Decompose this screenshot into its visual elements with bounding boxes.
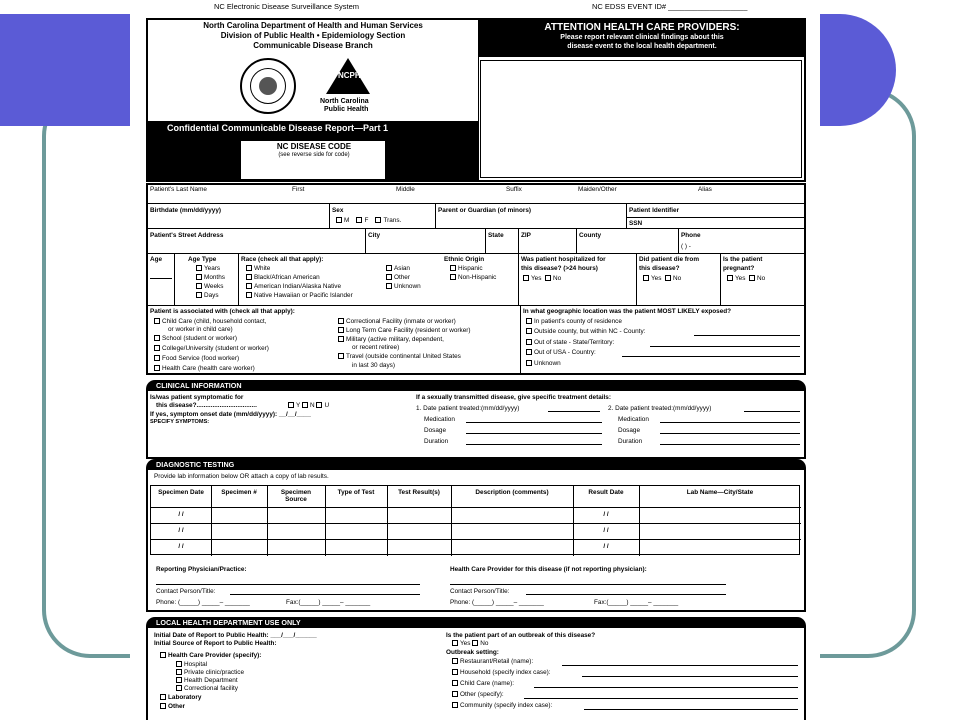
ethnic-non-hispanic: Non-Hispanic: [458, 274, 497, 281]
assoc-military: Military (active military, dependent,: [346, 336, 444, 343]
col-lab-name: Lab Name—City/State: [686, 489, 754, 496]
row2-result-date[interactable]: / /: [603, 527, 609, 534]
setting-other: Other (specify):: [460, 691, 504, 698]
outbreak-question: Is the patient part of an outbreak of this disease?: [446, 632, 596, 639]
source-hospital: Hospital: [184, 661, 208, 668]
hospitalized-q1: Was patient hospitalized for: [521, 256, 606, 263]
col-specimen-date: Specimen Date: [158, 489, 204, 496]
pregnant-q1: Is the patient: [723, 256, 763, 263]
zip-label: ZIP: [521, 232, 531, 239]
last-name-label: Patient's Last Name: [150, 186, 207, 193]
source-private-clinic: Private clinic/practice: [184, 669, 245, 676]
clinical-header: CLINICAL INFORMATION: [146, 380, 806, 391]
assoc-food-service: Food Service (food worker): [162, 355, 240, 362]
geo-out-of-state: Out of state - State/Territory:: [534, 339, 615, 346]
lab-note: Provide lab information below OR attach a copy of lab results.: [154, 473, 329, 480]
assoc-college: College/University (student or worker): [162, 345, 269, 352]
std-treatment-title: If a sexually transmitted disease, give specific treatment details:: [416, 394, 611, 401]
setting-household: Household (specify index case):: [460, 669, 551, 676]
row3-result-date[interactable]: / /: [603, 543, 609, 550]
age-type-years: Years: [204, 265, 221, 272]
geo-out-of-usa: Out of USA - Country:: [534, 349, 596, 356]
assoc-school: School (student or worker): [162, 335, 237, 342]
geo-unknown: Unknown: [534, 360, 561, 367]
assoc-health-care: Health Care (health care worker): [162, 365, 255, 372]
symptomatic-q1: Is/was patient symptomatic for: [150, 394, 244, 401]
agency-line3: Communicable Disease Branch: [253, 41, 373, 50]
disease-report-form: NC Electronic Disease Surveillance System NC EDSS EVENT ID# ___________________ North Carolina Department of Health and Human Services Division of Public Health • Epidemiology Section Communicable Disease Branch NCPH North Carolina Public Health Confidential Communicable Disease Report—Part 1 NC DISEASE CODE (see reverse side for code) ATTENTION HEALTH CARE PROVIDERS: Please report relevant clinical findings about this disease event to the local health department. Patient's Last Name First Middle Suffix Maiden/Other Alias Birthdate (mm/dd/yyyy) Sex M F Trans. Parent or Guardian (of minors) Patient Identifier SSN Patient's Street Address City State ZIP County Phone ( ) - Age Age Type Years Months Weeks Days Race (check all that apply): White Black/African American American Indian/Alaska Native Native Hawaiian or Pacific Islander Asian Other Unknown Ethnic Origin Hispanic Non-Hispanic Was patient hospitalized for this disease? (>24 hours) Yes No Did patient die from this disease? Yes No Is the patient pregnant? Yes No Patient is associated with (check all that apply): Child Care (child, household contact, or worker in child care) School (student or worker) College/University (student or worker) Food Service (food worker) Health Care (health care worker) Correctional Facility (inmate or worker) Long Term Care Facility (resident or worker) Military (active military, dependent, or recent retiree) Travel (outside continental United States in last 30 days) In what geographic location was the patient MOST LIKELY exposed? In patient's county of residence Outside county, but within NC - County: Out of state - State/Territory: Out of USA - Country: Unknown CLINICAL INFORMATION Is/was patient symptomatic for this disease?.................................. Y N U If yes, symptom onset date (mm/dd/yyyy): __/__/____ SPECIFY SYMPTOMS: If a sexually transmitted disease, give specific treatment details: 1. Date patient treated:(mm/dd/yyyy) 2. Date patient treated:(mm/dd/yyyy) Medication Dosage Duration Medication Dosage Duration DIAGNOSTIC TESTING Provide lab information below OR attach a copy of lab results. Specimen Date Specimen # Specimen Source Type of Test Test Result(s) Description (comments) Result Date Lab Name—City/State / / / / / / / / / / / / Reporting Physician/Practice: Contact Person/Title: Phone: (_____) _____– _______ Fax:(_____) _____– _______ Health Care Provider for this disease (if not reporting physician): Contact Person/Title: Phone: (_____) _____– _______ Fax:(_____) _____– _______ LOCAL HEALTH DEPARTMENT USE ONLY Initial Date of Report to Public Health: ___/___/______ Initial Source of Report to Public Health: Health Care Provider (specify): Hospital Private clinic/practice Health Department Correctional facility Laboratory Other Is the patient part of an outbreak of this disease? Yes No Outbreak setting: Restaurant/Retail (name): Household (specify index case): Child Care (name): Other (specify): Community (specify index case):: [130, 0, 820, 720]
race-black: Black/African American: [254, 274, 320, 281]
assoc-travel: Travel (outside continental United States: [346, 353, 461, 360]
attention-line2: disease event to the local health department.: [567, 43, 717, 50]
attention-title: ATTENTION HEALTH CARE PROVIDERS:: [544, 22, 740, 33]
ethnic-label: Ethnic Origin: [444, 256, 485, 263]
hospitalized-q2: this disease? (>24 hours): [521, 265, 598, 272]
onset-date-label: If yes, symptom onset date (mm/dd/yyyy): __/__/____: [150, 411, 311, 418]
source-laboratory: Laboratory: [168, 694, 202, 701]
edss-event-id: NC EDSS EVENT ID# ___________________: [592, 2, 748, 11]
provider-fax: Fax:(_____) _____– _______: [594, 599, 679, 606]
patient-identifier-label: Patient Identifier: [629, 207, 680, 214]
died-options[interactable]: Yes No: [643, 275, 681, 282]
disease-code-title: NC DISEASE CODE: [276, 142, 352, 151]
middle-name-label: Middle: [396, 186, 415, 193]
age-type-weeks: Weeks: [204, 283, 224, 290]
row1-result-date[interactable]: / /: [603, 511, 609, 518]
std2-duration: Duration: [618, 438, 643, 445]
std-date1-label: 1. Date patient treated:(mm/dd/yyyy): [416, 405, 520, 412]
state-seal-logo: [240, 58, 296, 114]
race-asian: Asian: [394, 265, 410, 272]
birthdate-label: Birthdate (mm/dd/yyyy): [150, 207, 222, 214]
ncph-logo: NCPH North Carolina Public Health: [320, 56, 380, 118]
provider-phone: Phone: (_____) _____– _______: [450, 599, 544, 606]
source-health-department: Health Department: [184, 677, 238, 684]
died-q1: Did patient die from: [639, 256, 700, 263]
lab-table: [150, 485, 800, 555]
race-unknown: Unknown: [394, 283, 421, 290]
edss-header-left: NC Electronic Disease Surveillance System: [214, 2, 360, 11]
assoc-correctional: Correctional Facility (inmate or worker): [346, 318, 456, 325]
diagnostic-header: DIAGNOSTIC TESTING: [146, 459, 806, 470]
lhd-header: LOCAL HEALTH DEPARTMENT USE ONLY: [146, 617, 806, 628]
std2-medication: Medication: [618, 416, 649, 423]
setting-community: Community (specify index case):: [460, 702, 553, 709]
age-label: Age: [150, 256, 163, 263]
initial-source-label: Initial Source of Report to Public Health:: [154, 640, 277, 647]
reporting-physician-label: Reporting Physician/Practice:: [156, 566, 247, 573]
outbreak-options[interactable]: Yes No: [452, 640, 488, 647]
sex-label: Sex: [332, 207, 344, 214]
source-correctional: Correctional facility: [184, 685, 238, 692]
ethnic-hispanic: Hispanic: [458, 265, 483, 272]
race-other: Other: [394, 274, 410, 281]
assoc-long-term-care: Long Term Care Facility (resident or worker): [346, 327, 471, 334]
clinical-findings-box[interactable]: [480, 60, 802, 178]
row1-specimen-date[interactable]: / /: [178, 511, 184, 518]
agency-line2: Division of Public Health • Epidemiology Section: [220, 31, 406, 40]
disease-code-sub: (see reverse side for code): [278, 152, 350, 158]
col-result-date: Result Date: [588, 489, 624, 496]
city-label: City: [368, 232, 381, 239]
clinical-section: [146, 381, 806, 459]
specify-symptoms-label: SPECIFY SYMPTOMS:: [150, 419, 210, 425]
ssn-label: SSN: [629, 220, 643, 227]
col-test-results: Test Result(s): [398, 489, 440, 496]
source-other: Other: [168, 703, 186, 710]
pregnant-options[interactable]: Yes No: [727, 275, 765, 282]
street-label: Patient's Street Address: [150, 232, 224, 239]
std1-duration: Duration: [424, 438, 449, 445]
outbreak-setting-label: Outbreak setting:: [446, 649, 499, 656]
race-label: Race (check all that apply):: [241, 256, 324, 263]
row2-specimen-date[interactable]: / /: [178, 527, 184, 534]
sex-options[interactable]: M F Trans.: [336, 217, 401, 224]
report-title-bar: Confidential Communicable Disease Report—Part 1: [147, 121, 478, 135]
provider-label: Health Care Provider for this disease (if not reporting physician):: [450, 566, 647, 573]
assoc-child-care: Child Care (child, household contact,: [162, 318, 267, 325]
race-white: White: [254, 265, 271, 272]
guardian-label: Parent or Guardian (of minors): [438, 207, 532, 214]
provider-contact-label: Contact Person/Title:: [450, 588, 510, 595]
race-pacific-islander: Native Hawaiian or Pacific Islander: [254, 292, 353, 299]
attention-line1: Please report relevant clinical findings about this: [560, 34, 724, 41]
race-american-indian: American Indian/Alaska Native: [254, 283, 342, 290]
pregnant-q2: pregnant?: [723, 265, 755, 272]
std-date2-label: 2. Date patient treated:(mm/dd/yyyy): [608, 405, 712, 412]
col-specimen-number: Specimen #: [221, 489, 257, 496]
col-type-of-test: Type of Test: [337, 489, 375, 496]
symptomatic-q2: this disease?..................................: [156, 402, 257, 409]
slide-accent-left: [0, 14, 140, 126]
std1-medication: Medication: [424, 416, 455, 423]
initial-date-label: Initial Date of Report to Public Health: ___/___/______: [154, 632, 317, 639]
county-label: County: [579, 232, 602, 239]
physician-phone: Phone: (_____) _____– _______: [156, 599, 250, 606]
agency-line1: North Carolina Department of Health and Human Services: [203, 21, 423, 30]
geo-title: In what geographic location was the patient MOST LIKELY exposed?: [523, 308, 732, 315]
col-specimen-source: Specimen Source: [280, 489, 312, 504]
setting-child-care: Child Care (name):: [460, 680, 514, 687]
geo-in-county: In patient's county of residence: [534, 318, 622, 325]
age-type-months: Months: [204, 274, 225, 281]
phone-label: Phone: [681, 232, 701, 239]
died-q2: this disease?: [639, 265, 680, 272]
std2-dosage: Dosage: [618, 427, 641, 434]
source-hcp: Health Care Provider (specify):: [168, 652, 262, 659]
first-name-label: First: [292, 186, 305, 193]
symptomatic-options[interactable]: Y N U: [288, 402, 329, 409]
association-title: Patient is associated with (check all that apply):: [150, 308, 295, 315]
maiden-label: Maiden/Other: [578, 186, 617, 193]
phone-format: ( ) -: [681, 243, 691, 250]
hospitalized-options[interactable]: Yes No: [523, 275, 561, 282]
state-label: State: [488, 232, 504, 239]
age-type-label: Age Type: [188, 256, 217, 263]
physician-fax: Fax:(_____) _____– _______: [286, 599, 371, 606]
alias-label: Alias: [698, 186, 712, 193]
geo-outside-county: Outside county, but within NC - County:: [534, 328, 646, 335]
disease-code-box[interactable]: [240, 140, 386, 180]
suffix-label: Suffix: [506, 186, 522, 193]
setting-restaurant: Restaurant/Retail (name):: [460, 658, 534, 665]
std1-dosage: Dosage: [424, 427, 447, 434]
contact-person-label: Contact Person/Title:: [156, 588, 216, 595]
age-type-days: Days: [204, 292, 219, 299]
col-description: Description (comments): [475, 489, 549, 496]
row3-specimen-date[interactable]: / /: [178, 543, 184, 550]
